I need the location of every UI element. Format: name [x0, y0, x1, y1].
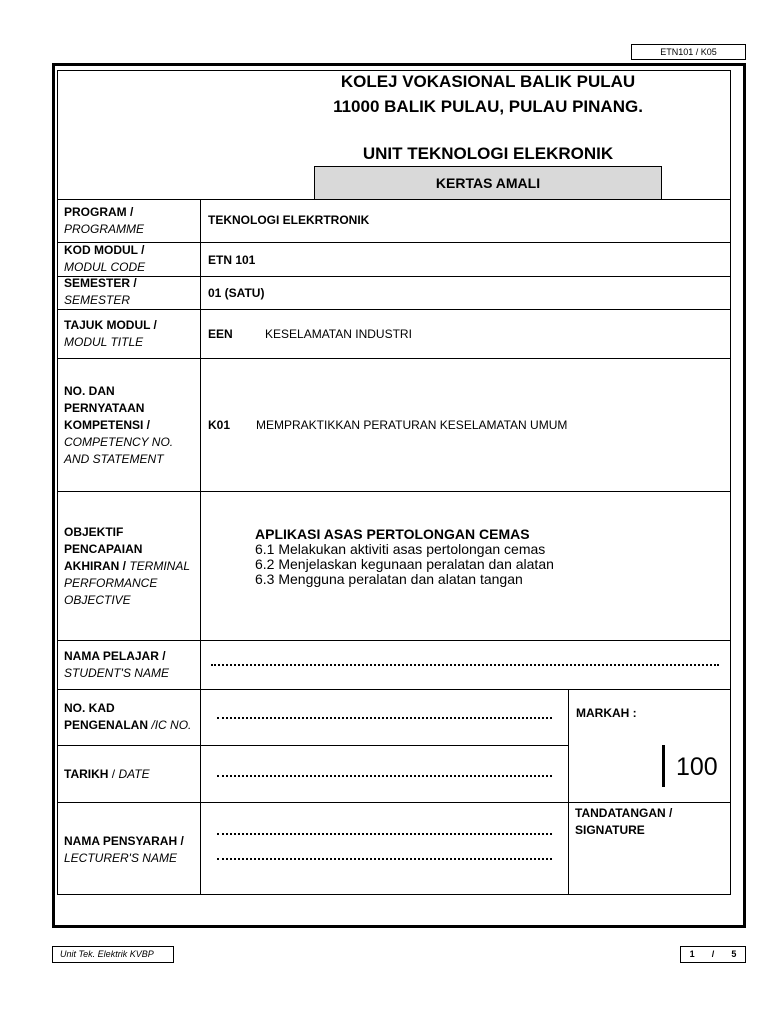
program-label-main: PROGRAM /: [64, 205, 134, 219]
row-divider: [57, 689, 731, 690]
page-separator: /: [711, 949, 715, 959]
ic-no-label: [64, 700, 198, 734]
marks-divider: [662, 745, 665, 787]
competency-label-en: COMPETENCY NO. AND STATEMENT: [64, 435, 174, 466]
module-code-value: ETN 101: [208, 253, 256, 267]
student-name-label-en: STUDENT'S NAME: [64, 666, 169, 680]
lecturer-name-label-main: NAMA PENSYARAH /: [64, 834, 184, 848]
marks-total: 100: [676, 753, 718, 781]
college-name: KOLEJ VOKASIONAL BALIK PULAU: [340, 72, 636, 91]
marks-label: MARKAH :: [576, 706, 637, 720]
date-label-en: DATE: [118, 767, 150, 781]
column-divider: [200, 199, 201, 895]
date-label-main: TARIKH: [64, 767, 109, 781]
objective-label: [64, 524, 196, 609]
lecturer-name-field-line2[interactable]: [217, 858, 552, 860]
ic-no-label-main: NO. KAD PENGENALAN: [64, 701, 149, 732]
page-current: 1: [689, 949, 695, 959]
student-name-label-main: NAMA PELAJAR /: [64, 649, 166, 663]
module-title-label-main: TAJUK MODUL /: [64, 318, 157, 332]
objective-item: 6.1 Melakukan aktiviti asas pertolongan cemas: [255, 541, 546, 557]
objective-item: 6.3 Mengguna peralatan dan alatan tangan: [255, 571, 523, 587]
objective-content: [255, 526, 655, 587]
row-divider: [57, 640, 731, 641]
paper-type-banner: KERTAS AMALI: [314, 166, 662, 200]
program-label: [64, 204, 198, 238]
ic-no-label-en: /IC NO.: [151, 718, 192, 732]
objective-label-main: OBJEKTIF PENCAPAIAN AKHIRAN /: [64, 525, 143, 573]
row-divider: [57, 491, 731, 492]
module-title-label-en: MODUL TITLE: [64, 335, 144, 349]
page-total: 5: [731, 949, 737, 959]
program-value: TEKNOLOGI ELEKRTRONIK: [208, 213, 370, 227]
competency-value: MEMPRAKTIKKAN PERATURAN KESELAMATAN UMUM: [256, 418, 568, 432]
competency-label-main: NO. DAN PERNYATAAN KOMPETENSI /: [64, 384, 151, 432]
objective-label-en: TERMINAL PERFORMANCE OBJECTIVE: [64, 559, 190, 607]
semester-value: 01 (SATU): [208, 286, 265, 300]
column-divider: [568, 689, 569, 895]
lecturer-name-label: [64, 833, 198, 867]
module-title-value: KESELAMATAN INDUSTRI: [265, 327, 412, 341]
row-divider: [57, 309, 731, 310]
module-title-label: [64, 317, 198, 351]
document-code: ETN101 / K05: [631, 44, 746, 60]
date-label: TARIKH / DATE: [64, 767, 150, 781]
college-address: 11000 BALIK PULAU, PULAU PINANG.: [333, 97, 643, 116]
footer-unit-tag: Unit Tek. Elektrik KVBP: [52, 946, 174, 963]
module-code-label-main: KOD MODUL /: [64, 243, 145, 257]
signature-divider: [568, 802, 731, 803]
student-name-field[interactable]: [211, 664, 719, 666]
program-label-en: PROGRAMME: [64, 222, 145, 236]
student-name-label: [64, 648, 198, 682]
unit-name: UNIT TEKNOLOGI ELEKRONIK: [362, 144, 614, 163]
signature-label: TANDATANGAN / SIGNATURE: [575, 806, 673, 837]
objective-item: 6.2 Menjelaskan kegunaan peralatan dan alatan: [255, 556, 554, 572]
row-divider: [57, 358, 731, 359]
objective-title: APLIKASI ASAS PERTOLONGAN CEMAS: [255, 526, 530, 542]
date-field[interactable]: [217, 775, 552, 777]
semester-label-en: SEMESTER: [64, 293, 131, 307]
lecturer-name-label-en: LECTURER'S NAME: [64, 851, 177, 865]
competency-label: [64, 383, 196, 468]
ic-no-field[interactable]: [217, 717, 552, 719]
module-code-label-en: MODUL CODE: [64, 260, 146, 274]
row-divider: [57, 745, 569, 746]
semester-label: [64, 275, 198, 309]
competency-code: K01: [208, 418, 231, 432]
module-title-code: EEN: [208, 327, 233, 341]
lecturer-name-field-line1[interactable]: [217, 833, 552, 835]
semester-label-main: SEMESTER /: [64, 276, 137, 290]
page-number: [680, 946, 746, 963]
module-code-label: [64, 242, 198, 276]
row-divider: [57, 199, 731, 200]
